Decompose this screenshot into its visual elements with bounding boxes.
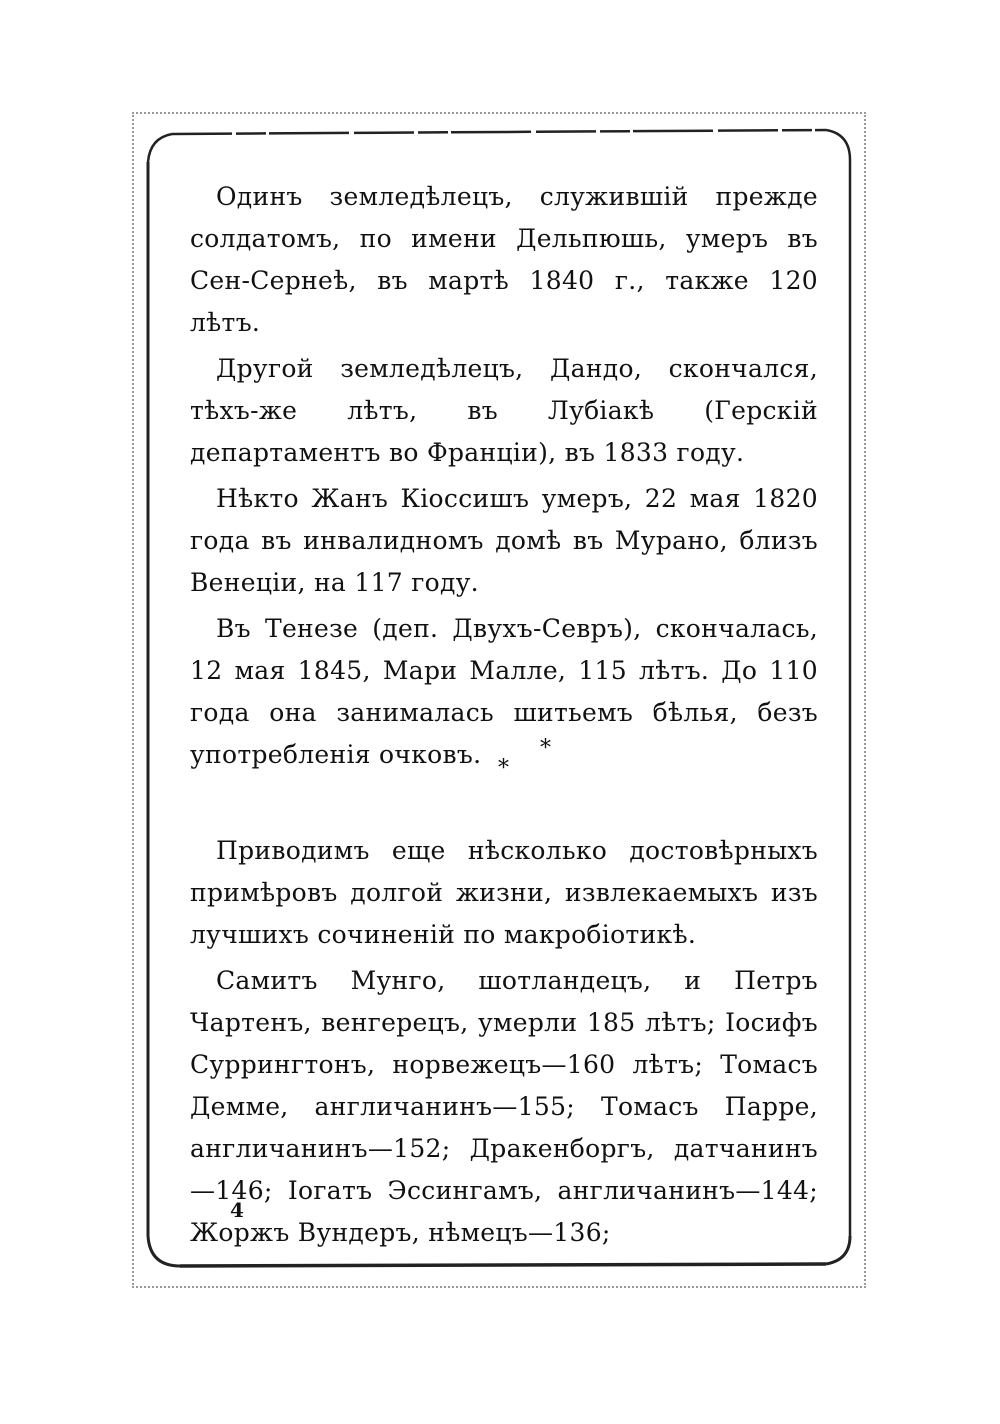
paragraph: Нѣкто Жанъ Кіоссишъ умеръ, 22 мая 1820 года въ инвалидномъ домѣ въ Мурано, близъ Венеціи, на 117 году. [190, 484, 818, 597]
paragraph: Приводимъ еще нѣсколько достовѣрныхъ примѣровъ долгой жизни, извлекаемыхъ изъ лучшихъ сочиненій по макробіотикѣ. [190, 836, 818, 949]
page-number: 4 [230, 1198, 244, 1222]
paragraph: Одинъ земледѣлецъ, служившій прежде солдатомъ, по имени Дельпюшь, умеръ въ Сен-Сернеѣ, въ мартѣ 1840 г., также 120 лѣтъ. [190, 182, 818, 337]
asterisk: * [540, 736, 551, 761]
paragraph: Другой земледѣлецъ, Дандо, скончался, тѣхъ-же лѣтъ, въ Лубіакѣ (Герскій департаментъ во Франціи), въ 1833 году. [190, 354, 818, 467]
main-text [190, 176, 818, 780]
paragraph: Самитъ Мунго, шотландецъ, и Петръ Чартенъ, венгерецъ, умерли 185 лѣтъ; Іосифъ Суррингтонъ, норвежецъ—160 лѣтъ; Томасъ Демме, англичанинъ—155; Томасъ Парре, англичанинъ—152; Дракенборгъ, датчанинъ—146; Іогатъ Эссингамъ, англичанинъ—144; Жоржъ Вундеръ, нѣмецъ—136; [190, 966, 818, 1247]
main-text-continued [190, 830, 818, 1258]
asterism-divider [490, 736, 570, 786]
paragraph: Въ Тенезе (деп. Двухъ-Севръ), скончалась, 12 мая 1845, Мари Малле, 115 лѣтъ. До 110 года она занималась шитьемъ бѣлья, безъ употребленія очковъ. [190, 614, 818, 769]
asterisk: * [498, 756, 509, 781]
